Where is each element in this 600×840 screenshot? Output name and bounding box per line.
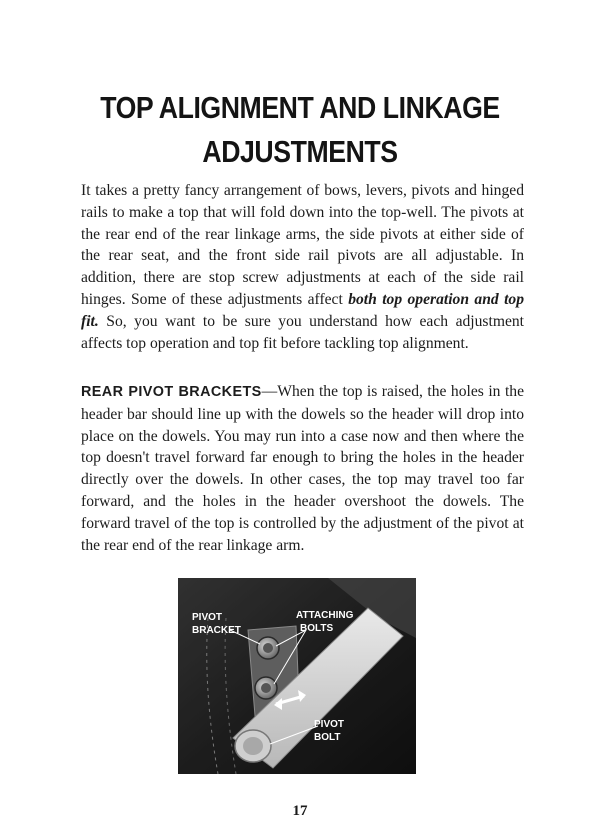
intro-emphasis: both top operation and top fit. xyxy=(81,290,524,330)
label-pivot-bracket-line-2: BRACKET xyxy=(192,625,241,636)
intro-text-after: So, you want to be sure you understand how each adjustment affects top operation and top fit before tackling top alignment. xyxy=(81,312,524,352)
pivot-bracket-illustration xyxy=(178,578,416,774)
page-number: 17 xyxy=(292,803,308,819)
page-title-line-1: TOP ALIGNMENT AND LINKAGE xyxy=(100,90,500,125)
label-pivot-bolt-line-1: PIVOT xyxy=(314,719,345,730)
label-pivot-bolt-line-2: BOLT xyxy=(314,732,341,743)
intro-text-before: It takes a pretty fancy arrangement of bows, levers, pivots and hinged rails to make a top that will fold down into the top-well. The pivots at the rear end of the rear linkage arms, the side pivots at either side of the rear seat, and the front side rail pivots are all adjustable. In addition, there are stop screw adjustments at each of the side rail hinges. Some of these adjustments affect xyxy=(81,182,524,308)
label-attaching-bolts-line-2: BOLTS xyxy=(300,623,334,634)
page-title-line-2: ADJUSTMENTS xyxy=(202,134,398,169)
label-pivot-bracket-line-1: PIVOT xyxy=(192,612,223,623)
section-heading-rear-pivot-brackets: REAR PIVOT BRACKETS xyxy=(81,384,262,400)
label-attaching-bolts-line-1: ATTACHING xyxy=(296,610,354,621)
rear-pivot-paragraph xyxy=(81,381,524,556)
pivot-bracket-photo xyxy=(178,578,416,774)
rear-pivot-text: —When the top is raised, the holes in the header bar should line up with the dowels so the header will drop into place on the dowels. You may run into a case now and then where the top doesn't travel forward far enough to bring the holes in the header directly over the dowels. In other cases, the top may travel too far forward, and the holes in the header overshoot the dowels. The forward travel of the top is controlled by the adjustment of the pivot at the rear end of the rear linkage arm. xyxy=(81,383,524,554)
intro-paragraph xyxy=(81,180,524,354)
